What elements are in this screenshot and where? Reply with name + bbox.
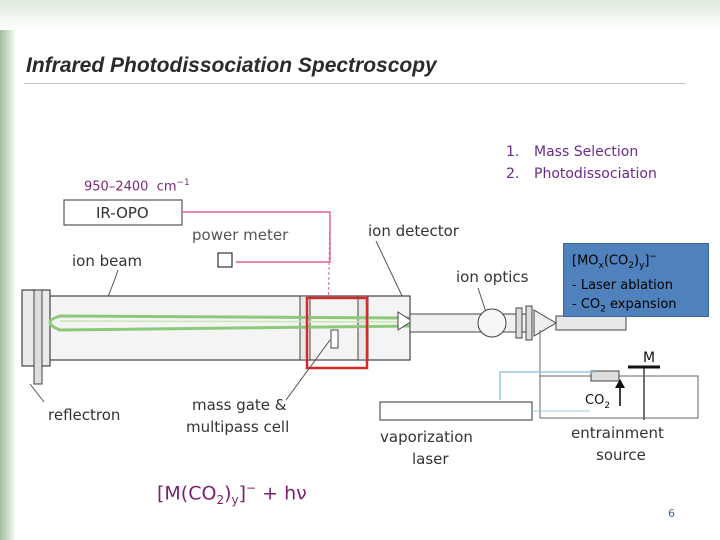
power-meter-box: [218, 253, 232, 267]
metal-label: M: [643, 350, 656, 366]
ion-optics-plate-2: [526, 306, 532, 340]
ion-optics-label: ion optics: [456, 268, 529, 286]
ion-detector-label: ion detector: [368, 222, 459, 240]
vaporization-label-2: laser: [412, 450, 449, 468]
wavenumber-unit: cm: [156, 179, 177, 195]
mass-gate-label-2: multipass cell: [186, 418, 290, 436]
ion-beam-inner: [60, 321, 410, 322]
slide-title: Infrared Photodissociation Spectroscopy: [26, 54, 437, 77]
step-number: 1.: [506, 144, 520, 160]
co2-label: $CO_2$: [585, 393, 611, 411]
vaporization-label-1: vaporization: [380, 428, 473, 446]
reflectron-cap: [34, 290, 42, 384]
mass-gate-element: [331, 330, 338, 348]
step-item: [506, 141, 657, 163]
power-meter-label: power meter: [192, 226, 289, 244]
vaporization-laser-box: [380, 402, 532, 420]
ion-optics-plate-1: [516, 308, 522, 338]
photodissociation-reaction: $[M(CO_2)_y]^- + h\nu$: [157, 481, 307, 508]
step-number: 2.: [506, 166, 520, 182]
entrainment-label-1: entrainment: [571, 424, 664, 442]
step-item: [506, 163, 657, 185]
procedure-steps: [506, 141, 657, 185]
ion-optics-lens: [478, 309, 506, 337]
ion-beam-label: ion beam: [72, 252, 143, 270]
ion-optics-tube: [410, 314, 528, 332]
mass-gate-label-1: mass gate &: [192, 396, 287, 414]
wavenumber-value: 950–2400: [84, 179, 149, 195]
wavenumber-unit-exponent: −1: [176, 178, 190, 188]
co2-expansion-item: - $CO_2$ expansion: [572, 296, 677, 315]
step-label: Photodissociation: [534, 166, 657, 182]
reflectron-label: reflectron: [48, 406, 121, 424]
ir-opo-label: IR-OPO: [96, 204, 149, 222]
step-label: Mass Selection: [534, 144, 639, 160]
entrainment-label-2: source: [596, 446, 646, 464]
slide-number: 6: [668, 507, 675, 520]
laser-ablation-item: - Laser ablation: [572, 277, 673, 293]
wavenumber-range: [84, 178, 190, 194]
cluster-source-info-box: [563, 243, 709, 317]
cluster-formula: $[MO_x(CO_2)_y]^-$: [572, 252, 658, 271]
